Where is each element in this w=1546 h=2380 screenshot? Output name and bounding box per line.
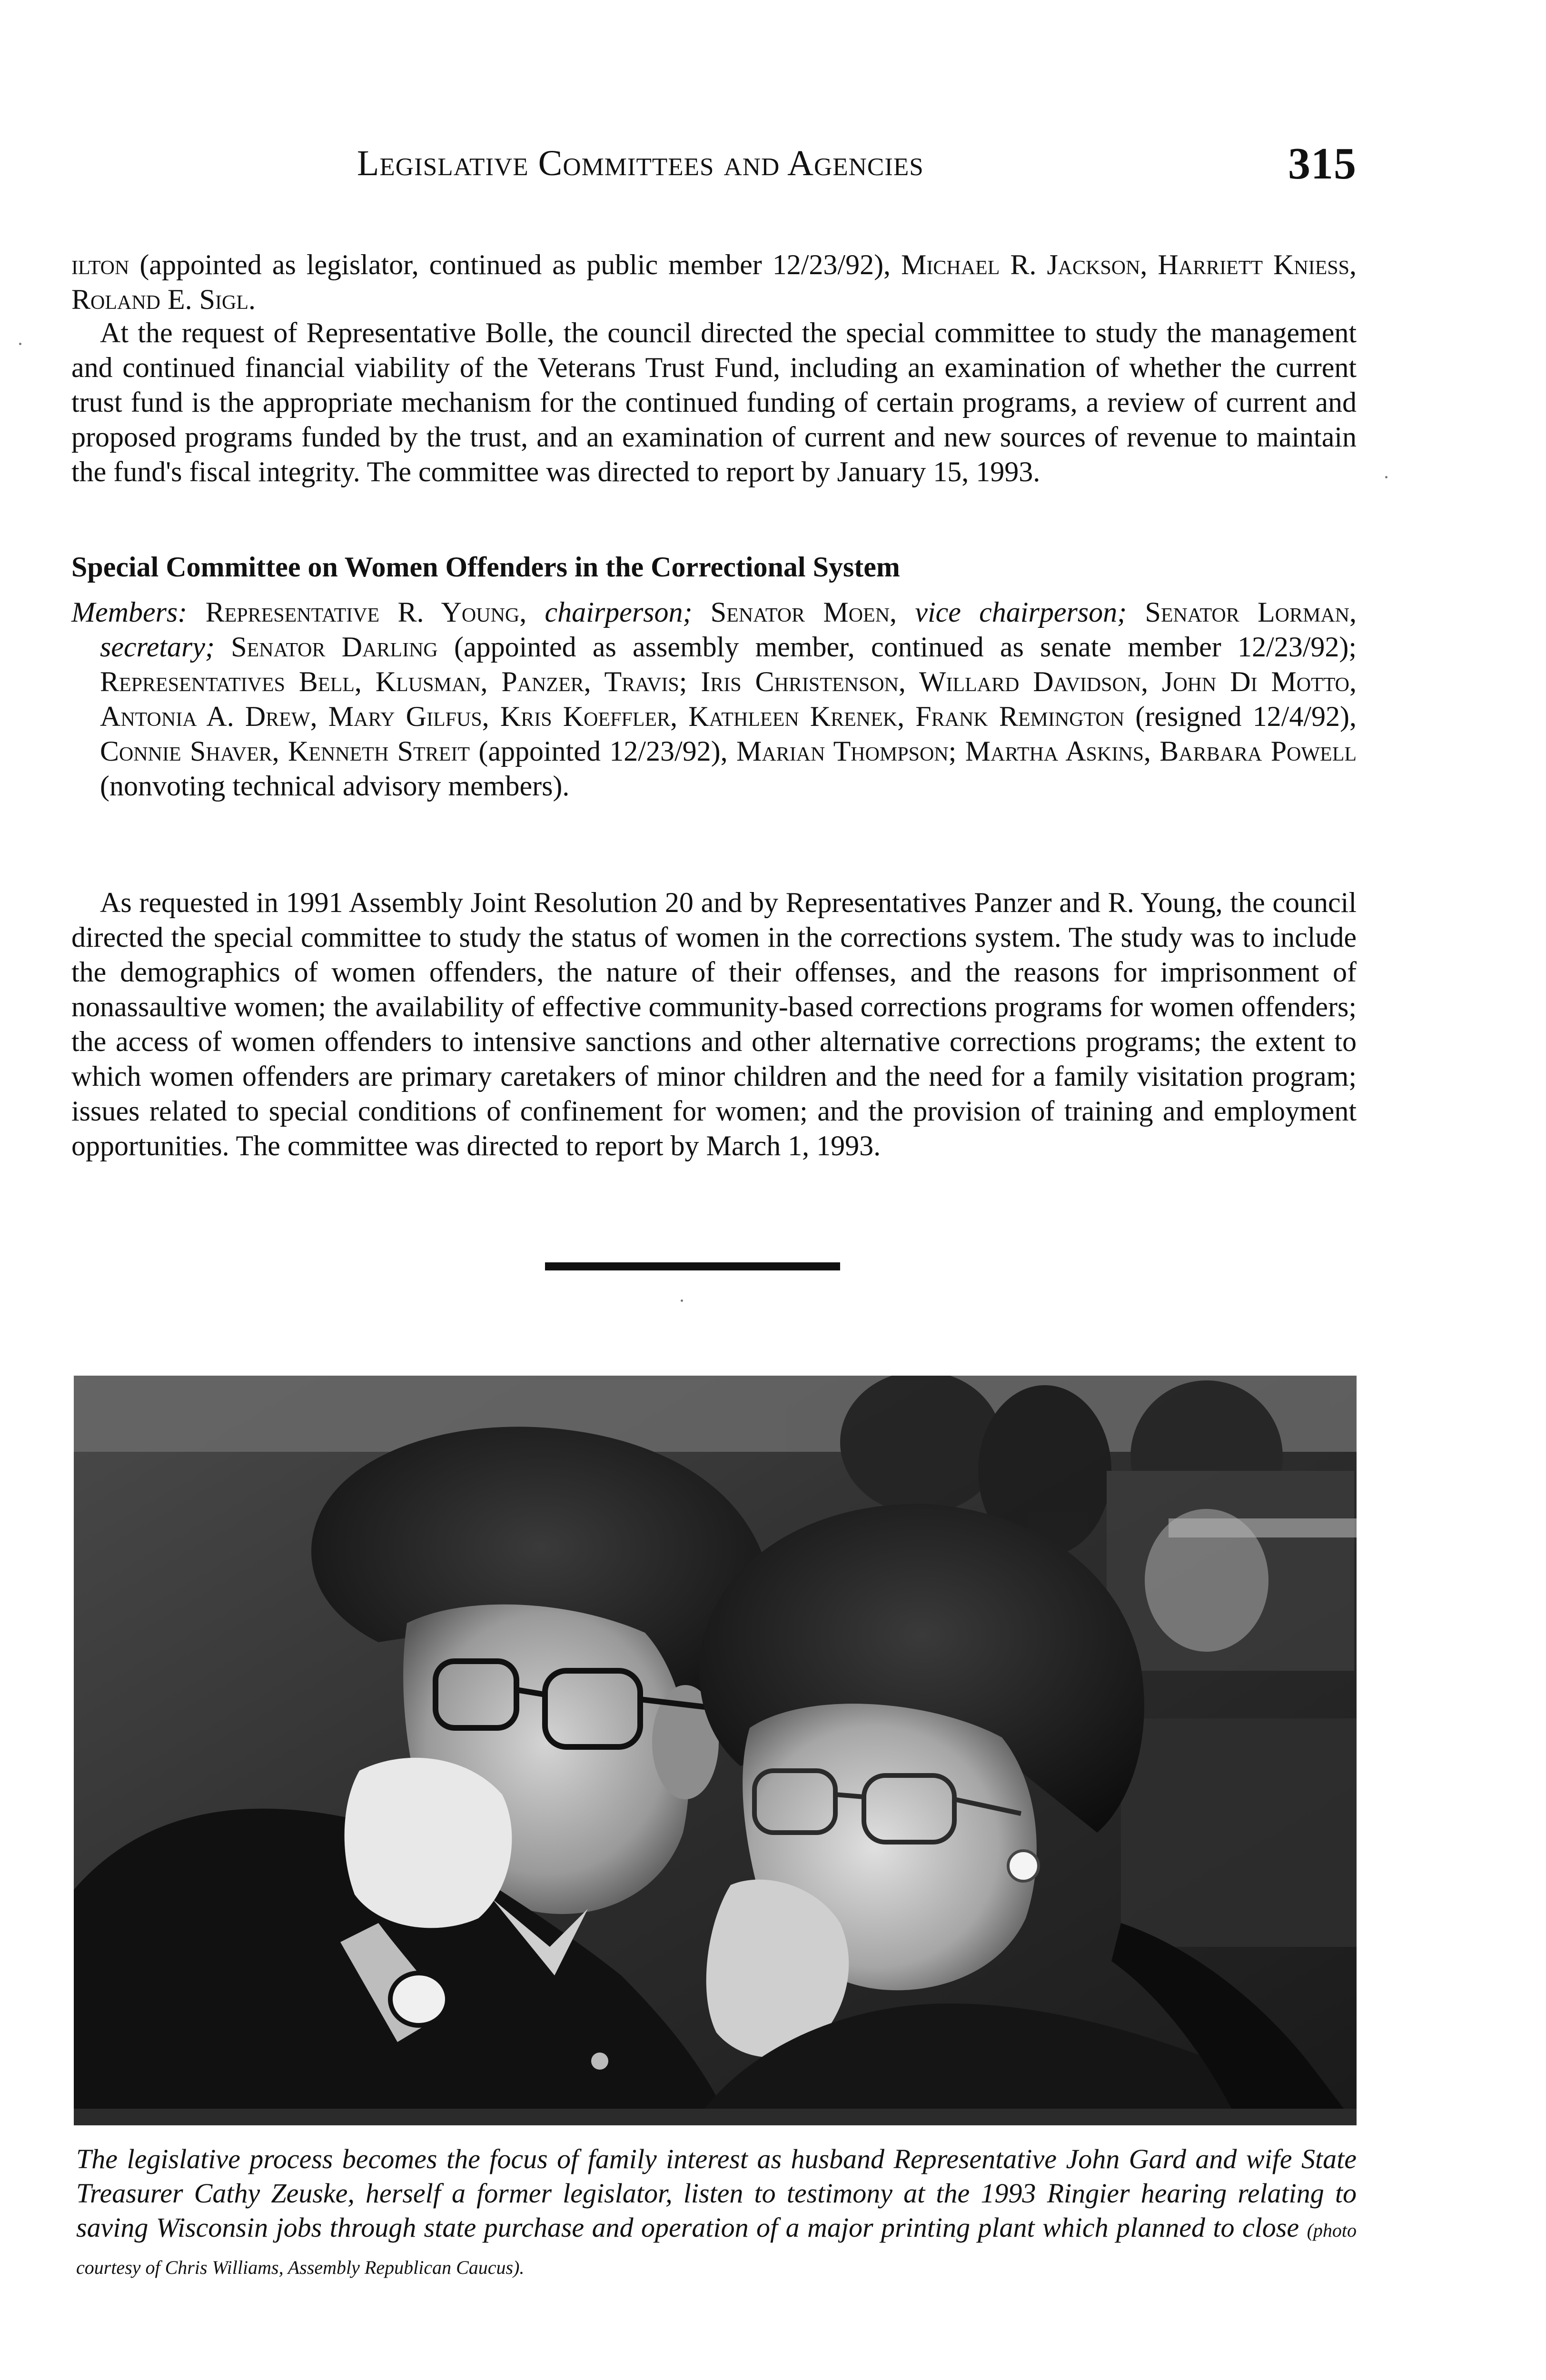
- photo-credit: (photo courtesy of Chris Williams, Assembly Republican Caucus).: [76, 2220, 1357, 2278]
- desk-edge: [74, 2109, 1357, 2125]
- member-name: Senator Moen: [710, 596, 890, 628]
- page-number: 315: [1288, 139, 1357, 188]
- member-name: Roland E. Sigl: [71, 284, 248, 315]
- member-names: Representatives Bell, Klusman, Panzer, Travis; Iris Christenson, Willard Davidson, John Di Motto, Antonia A. Drew, Mary Gilfus, Kris Koeffler, Kathleen Krenek, Frank Remington: [100, 666, 1357, 732]
- member-names: Marian Thompson; Martha Askins, Barbara Powell: [736, 735, 1357, 767]
- member-role: secretary;: [100, 631, 215, 663]
- section-heading: Special Committee on Women Offenders in the Correctional System: [71, 551, 900, 583]
- member-name: Michael R. Jackson: [901, 249, 1140, 280]
- member-role: chairperson;: [545, 596, 693, 628]
- paragraph-text: As requested in 1991 Assembly Joint Resolution 20 and by Representatives Panzer and R. Young, the council directed the special committee to study the status of women in the corrections system. The study was to include the demographics of women offenders, the nature of their offenses, and the reasons for imprisonment of nonassaultive women; the availability of effective community-based corrections programs for women offenders; the access of women offenders to intensive sanctions and other alternative corrections programs; the extent to which women offenders are primary caretakers of minor children and the need for a family visitation program; issues related to special conditions of confinement for women; and the provision of training and employment opportunities. The committee was directed to report by March 1, 1993.: [71, 887, 1357, 1161]
- continued-text: (appointed as legislator, continued as public member 12/23/92),: [129, 249, 902, 280]
- member-note: (resigned 12/4/92),: [1135, 701, 1357, 732]
- caption-text: The legislative process becomes the focus of family interest as husband Representative John Gard and wife State Treasurer Cathy Zeuske, herself a former legislator, listen to testimony at the 1993 Ringier hearing relating to saving Wisconsin jobs through state purchase and operation of a major printing plant which planned to close: [76, 2143, 1357, 2243]
- paragraph-text: At the request of Representative Bolle, the council directed the special committee to study the management and continued financial viability of the Veterans Trust Fund, including an examination of whether the current trust fund is the appropriate mechanism for the continued funding of certain programs, a review of current and proposed programs funded by the trust, and an examination of current and new sources of revenue to maintain the fund's fiscal integrity. The committee was directed to report by January 15, 1993.: [71, 317, 1357, 487]
- photo-illustration: [74, 1376, 1357, 2125]
- man-hand-cuff: [345, 1758, 512, 1928]
- running-head: [357, 139, 1357, 195]
- lapel-pin-icon: [591, 2053, 608, 2070]
- photo-caption: [76, 2142, 1357, 2285]
- veterans-trust-paragraph: [71, 316, 1357, 489]
- member-note: (appointed as assembly member, continued as senate member 12/23/92);: [454, 631, 1357, 663]
- members-list: Members: Representative R. Young, chairperson; Senator Moen, vice chairperson; Senator Lorman, secretary; Senator Darling (appointed as assembly member, continued as senate member 12/23/92); Representatives Bell, Klusman, Panzer, Travis; Iris Christenson, Willard Davidson, John Di Motto, Antonia A. Drew, Mary Gilfus, Kris Koeffler, Kathleen Krenek, Frank Remington (resigned 12/4/92), Connie Shaver, Kenneth Streit (appointed 12/23/92), Marian Thompson; Martha Askins, Barbara Powell (nonvoting technical advisory members).: [71, 596, 1357, 802]
- member-role: vice chairperson;: [915, 596, 1127, 628]
- women-offenders-paragraph: [71, 885, 1357, 1163]
- member-note: (appointed 12/23/92),: [478, 735, 728, 767]
- member-name: Senator Lorman: [1145, 596, 1350, 628]
- earring-icon: [1008, 1851, 1039, 1881]
- members-label: Members:: [71, 596, 188, 628]
- member-name: Harriett Kniess: [1158, 249, 1349, 280]
- member-note: (nonvoting technical advisory members).: [100, 770, 570, 802]
- member-names: Connie Shaver, Kenneth Streit: [100, 735, 470, 767]
- running-head-title: Legislative Committees and Agencies: [357, 143, 924, 183]
- section-divider-rule: [545, 1262, 840, 1270]
- print-speck: [681, 1299, 683, 1302]
- photograph: [74, 1376, 1357, 2125]
- member-name: Representative R. Young: [205, 596, 520, 628]
- watch-icon: [390, 1973, 447, 2025]
- continued-member-list: ilton (appointed as legislator, continued as public member 12/23/92), Michael R. Jackson, Harriett Kniess, Roland E. Sigl.: [71, 249, 1357, 315]
- print-speck: [19, 343, 21, 345]
- member-name: Senator Darling: [231, 631, 438, 663]
- print-speck: [1385, 476, 1387, 478]
- continued-name-fragment: ilton: [71, 249, 129, 280]
